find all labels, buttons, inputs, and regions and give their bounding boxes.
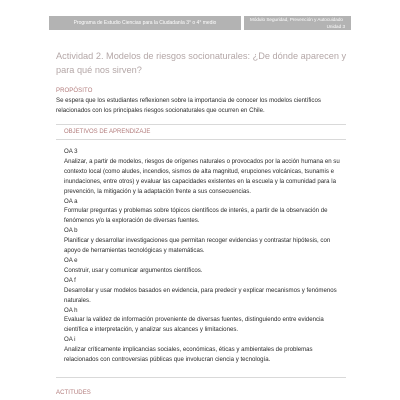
unit-name: Unidad 3 bbox=[326, 23, 345, 29]
activity-title: Actividad 2. Modelos de riesgos socionaturales: ¿De dónde aparecen y para qué nos sirven? bbox=[56, 51, 347, 75]
module-header-label bbox=[244, 16, 351, 30]
oa-code: OA 3 bbox=[64, 148, 78, 155]
objetivos-box-bottom bbox=[56, 139, 346, 378]
oa-text: Analizar, a partir de modelos, riesgos de orígenes naturales o provocados por la acción humana en su contexto local (como aludes, incendios, sismos de alta magnitud, erupciones volcánicas, tsunamis e inundaciones, entre otros) y evaluar las capacidades existentes en la escuela y la comunidad para la prevención, la mitigación y la adaptación frente a sus consecuencias. bbox=[64, 157, 340, 195]
oa-text: Evaluar la validez de información proveniente de diversas fuentes, distinguiendo entre evidencia científica e interpretación, y analizar sus alcances y limitaciones. bbox=[64, 316, 324, 334]
program-header-label: Programa de Estudio Ciencias para la Ciudadanía 3° o 4° medio bbox=[49, 16, 241, 30]
oa-text: Formular preguntas y problemas sobre tópicos científicos de interés, a partir de la observación de fenómenos y/o la exploración de diversas fuentes. bbox=[64, 207, 328, 225]
actitudes-heading: ACTITUDES bbox=[56, 390, 91, 396]
oa-code: OA a bbox=[64, 197, 78, 205]
oa-code: OA i bbox=[64, 336, 76, 344]
oa-code: OA e bbox=[64, 256, 78, 264]
module-name: Módulo Seguridad, Prevención y Autocuidado bbox=[250, 17, 343, 22]
section-divider bbox=[56, 124, 346, 125]
oa-code: OA h bbox=[64, 306, 78, 314]
proposito-heading: PROPÓSITO bbox=[56, 88, 93, 94]
oa-text: Desarrollar y usar modelos basados en evidencia, para predecir y explicar mecanismos y fenómenos naturales. bbox=[64, 286, 337, 304]
page-header bbox=[0, 0, 400, 36]
oa-code: OA b bbox=[64, 227, 78, 235]
proposito-text: Se espera que los estudiantes reflexionen sobre la importancia de conocer los modelos científicos relacionados con los principales riesgos socionaturales que ocurren en Chile. bbox=[56, 97, 321, 115]
objetivos-heading: OBJETIVOS DE APRENDIZAJE bbox=[64, 129, 151, 135]
oa-text: Planificar y desarrollar investigaciones que permitan recoger evidencias y contrastar hipótesis, con apoyo de herramientas tecnológicas y matemáticas. bbox=[64, 237, 331, 255]
oa-text: Analizar críticamente implicancias sociales, económicas, éticas y ambientales de problemas relacionados con controversias públicas que involucran ciencia y tecnología. bbox=[64, 346, 313, 364]
oa-code: OA f bbox=[64, 276, 76, 284]
oa-text: Construir, usar y comunicar argumentos científicos. bbox=[64, 266, 203, 274]
